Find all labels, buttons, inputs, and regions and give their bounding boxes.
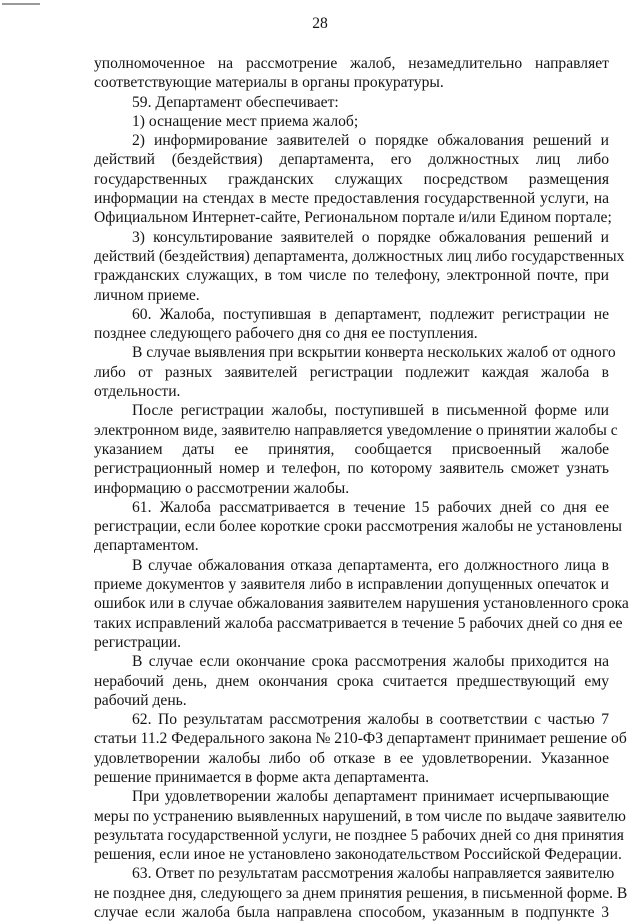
text-line: действий (бездействия) департамента, его должностных лиц либо	[94, 151, 609, 169]
scan-edge-mark	[2, 3, 40, 5]
text-line: регистрации.	[94, 633, 182, 651]
text-line: После регистрации жалобы, поступившей в письменной форме или	[132, 402, 609, 420]
text-line: либо от разных заявителей регистрации подлежит каждая жалоба в	[94, 363, 609, 381]
text-line: 63. Ответ по результатам рассмотрения жалобы направляется заявителю	[132, 865, 615, 883]
text-line: уполномоченное на рассмотрение жалоб, незамедлительно направляет	[94, 55, 609, 72]
text-line: указанием даты ее принятия, сообщается присвоенный жалобе	[94, 440, 609, 458]
text-line: меры по устранению выявленных нарушений, в том числе по выдаче заявителю	[94, 807, 626, 825]
text-line: соответствующие материалы в органы прокуратуры.	[94, 74, 444, 92]
text-line: 3) консультирование заявителей о порядке обжалования решений и	[132, 228, 609, 246]
text-line: Официальном Интернет-сайте, Региональном портале и/или Едином портале;	[94, 209, 612, 227]
document-body-text	[94, 54, 629, 922]
text-line: решение принимается в форме акта департамента.	[94, 768, 430, 786]
text-line: статьи 11.2 Федерального закона № 210-ФЗ департамент принимает решение об	[94, 730, 627, 748]
text-line: В случае если окончание срока рассмотрения жалобы приходится на	[132, 653, 609, 671]
text-line: приеме документов у заявителя либо в исправлении допущенных опечаток и	[94, 576, 609, 594]
text-line: нерабочий день, днем окончания срока считается предшествующий ему	[94, 672, 609, 690]
text-line: регистрации, если более короткие сроки рассмотрения жалобы не установлены	[94, 518, 622, 536]
text-line: рабочий день.	[94, 691, 187, 709]
text-line: департаментом.	[94, 537, 199, 555]
text-line: отдельности.	[94, 383, 181, 401]
text-line: ошибок или в случае обжалования заявителем нарушения установленного срока	[94, 595, 629, 613]
text-line: удовлетворении жалобы либо об отказе в ее удовлетворении. Указанное	[94, 749, 609, 767]
text-line: 2) информирование заявителей о порядке обжалования решений и	[132, 132, 609, 150]
text-line: При удовлетворении жалобы департамент принимает исчерпывающие	[132, 788, 609, 806]
page-number: 28	[312, 15, 328, 32]
text-line: случае если жалоба была направлена способом, указанным в подпункте 3	[94, 904, 609, 922]
text-line: 60. Жалоба, поступившая в департамент, подлежит регистрации не	[132, 305, 609, 323]
text-line: В случае выявления при вскрытии конверта нескольких жалоб от одного	[132, 344, 616, 362]
text-line: регистрационный номер и телефон, по которому заявитель сможет узнать	[94, 460, 609, 478]
text-line: решения, если иное не установлено законодательством Российской Федерации.	[94, 846, 622, 864]
text-line: гражданских служащих, в том числе по телефону, электронной почте, при	[94, 267, 609, 285]
text-line: информацию о рассмотрении жалобы.	[94, 479, 350, 497]
text-line: позднее следующего рабочего дня со дня ее поступления.	[94, 325, 478, 343]
text-line: информации на стендах в месте предоставления государственной услуги, на	[94, 190, 609, 208]
text-line: 62. По результатам рассмотрения жалобы в соответствии с частью 7	[132, 711, 609, 729]
text-line: электронном виде, заявителю направляется уведомление о принятии жалобы с	[94, 421, 618, 439]
text-line: таких исправлений жалоба рассматривается в течение 5 рабочих дней со дня ее	[94, 614, 623, 632]
text-line: государственных гражданских служащих посредством размещения	[94, 170, 609, 188]
text-line: В случае обжалования отказа департамента, его должностного лица в	[132, 556, 609, 574]
text-line: не позднее дня, следующего за днем принятия решения, в письменной форме. В	[94, 884, 628, 902]
text-line: 61. Жалоба рассматривается в течение 15 рабочих дней со дня ее	[132, 498, 609, 516]
text-line: 1) оснащение мест приема жалоб;	[132, 112, 359, 130]
text-line: личном приеме.	[94, 286, 200, 304]
text-line: действий (бездействия) департамента, должностных лиц либо государственных	[94, 247, 625, 265]
text-line: 59. Департамент обеспечивает:	[132, 93, 339, 111]
text-line: результата государственной услуги, не позднее 5 рабочих дней со дня принятия	[94, 826, 624, 844]
